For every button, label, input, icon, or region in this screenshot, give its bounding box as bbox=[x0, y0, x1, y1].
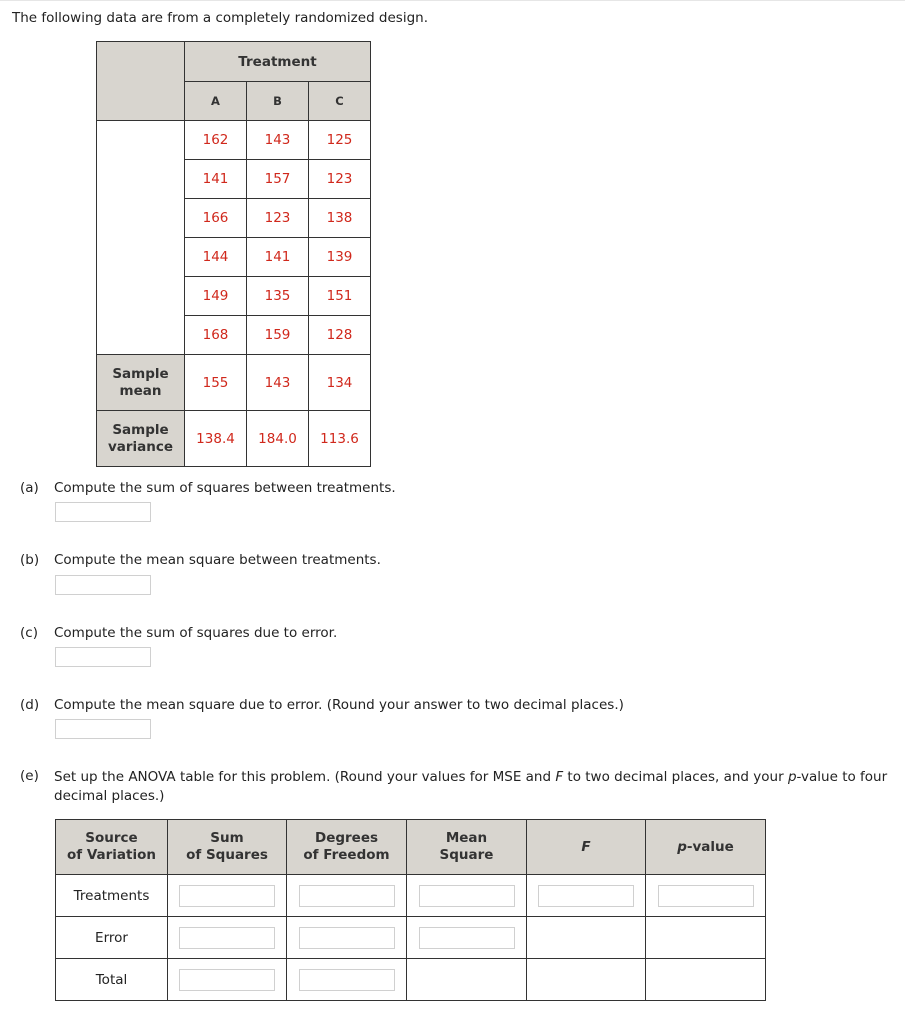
data-cell: 123 bbox=[247, 199, 309, 238]
question-a-text: Compute the sum of squares between treatments. bbox=[54, 480, 396, 496]
question-b bbox=[20, 552, 381, 568]
anova-cell bbox=[287, 959, 407, 1001]
variance-cell: 138.4 bbox=[185, 411, 247, 467]
mean-cell: 143 bbox=[247, 355, 309, 411]
anova-header-ms bbox=[407, 820, 527, 875]
mean-cell: 134 bbox=[309, 355, 371, 411]
data-cell: 168 bbox=[185, 316, 247, 355]
data-cell: 159 bbox=[247, 316, 309, 355]
data-cell: 149 bbox=[185, 277, 247, 316]
data-cell: 141 bbox=[185, 160, 247, 199]
data-cell: 135 bbox=[247, 277, 309, 316]
anova-header-source-line2: of Variation bbox=[66, 847, 157, 863]
anova-cell bbox=[407, 917, 527, 959]
anova-header-df-line2: of Freedom bbox=[303, 847, 390, 863]
anova-row-label: Error bbox=[56, 917, 168, 959]
treatments-ms-input[interactable] bbox=[419, 885, 515, 907]
anova-header-ss bbox=[168, 820, 287, 875]
question-d-text: Compute the mean square due to error. (Round your answer to two decimal places.) bbox=[54, 697, 624, 713]
anova-cell bbox=[646, 875, 766, 917]
treatments-f-input[interactable] bbox=[538, 885, 634, 907]
anova-header-source-line1: Source bbox=[85, 830, 138, 846]
data-cell: 139 bbox=[309, 238, 371, 277]
question-a bbox=[20, 480, 396, 496]
question-e-text-p: p bbox=[787, 769, 797, 785]
anova-header-ms-line1: Mean bbox=[445, 830, 488, 846]
anova-cell bbox=[287, 917, 407, 959]
anova-header-ss-line1: Sum bbox=[210, 830, 244, 846]
mean-cell: 155 bbox=[185, 355, 247, 411]
sample-mean-label-line1: Sample bbox=[112, 365, 169, 382]
question-e-text-f: F bbox=[555, 769, 564, 785]
question-b-letter: (b) bbox=[20, 552, 40, 568]
sample-variance-label bbox=[97, 411, 185, 467]
question-e-text-part2: to two decimal places, and your bbox=[563, 769, 788, 785]
question-d-letter: (d) bbox=[20, 697, 40, 713]
anova-header-df bbox=[287, 820, 407, 875]
variance-cell: 184.0 bbox=[247, 411, 309, 467]
col-header-b: B bbox=[247, 82, 309, 121]
treatments-df-input[interactable] bbox=[299, 885, 395, 907]
error-df-input[interactable] bbox=[299, 927, 395, 949]
answer-c-input[interactable] bbox=[55, 647, 151, 667]
anova-cell bbox=[168, 875, 287, 917]
data-cell: 162 bbox=[185, 121, 247, 160]
question-c bbox=[20, 625, 338, 641]
anova-cell bbox=[527, 875, 646, 917]
answer-b-input[interactable] bbox=[55, 575, 151, 595]
anova-header-source bbox=[56, 820, 168, 875]
anova-table bbox=[55, 819, 766, 1001]
question-e-text-part3: -value to four decimal places.) bbox=[54, 769, 888, 804]
intro-text: The following data are from a completely randomized design. bbox=[12, 10, 429, 26]
question-c-text: Compute the sum of squares due to error. bbox=[54, 625, 338, 641]
anova-cell-empty bbox=[527, 959, 646, 1001]
question-c-letter: (c) bbox=[20, 625, 38, 641]
top-divider bbox=[0, 0, 905, 1]
question-b-text: Compute the mean square between treatments. bbox=[54, 552, 381, 568]
treatment-header: Treatment bbox=[185, 42, 371, 82]
total-df-input[interactable] bbox=[299, 969, 395, 991]
anova-header-value-text: -value bbox=[686, 838, 734, 855]
data-cell: 141 bbox=[247, 238, 309, 277]
question-e-letter: (e) bbox=[20, 768, 39, 784]
question-d bbox=[20, 697, 624, 713]
corner-cell bbox=[97, 42, 185, 121]
sample-mean-label-line2: mean bbox=[119, 382, 162, 399]
anova-header-p-text: p bbox=[677, 838, 687, 855]
sample-variance-label-line2: variance bbox=[107, 438, 174, 455]
data-cell: 123 bbox=[309, 160, 371, 199]
answer-d-input[interactable] bbox=[55, 719, 151, 739]
anova-cell bbox=[287, 875, 407, 917]
data-cell: 144 bbox=[185, 238, 247, 277]
data-cell: 125 bbox=[309, 121, 371, 160]
treatments-ss-input[interactable] bbox=[179, 885, 275, 907]
anova-cell-empty bbox=[646, 959, 766, 1001]
question-e bbox=[20, 768, 888, 804]
data-cell: 166 bbox=[185, 199, 247, 238]
anova-row-total bbox=[56, 959, 766, 1001]
anova-header-pvalue bbox=[646, 820, 766, 875]
error-ss-input[interactable] bbox=[179, 927, 275, 949]
sample-mean-label bbox=[97, 355, 185, 411]
total-ss-input[interactable] bbox=[179, 969, 275, 991]
data-cell: 151 bbox=[309, 277, 371, 316]
anova-header-f-text: F bbox=[581, 838, 591, 855]
data-cell: 143 bbox=[247, 121, 309, 160]
question-e-text-part1: Set up the ANOVA table for this problem. (Round your values for MSE and bbox=[54, 769, 556, 785]
anova-row-label: Treatments bbox=[56, 875, 168, 917]
anova-header-ms-line2: Square bbox=[439, 847, 494, 863]
anova-cell-empty bbox=[527, 917, 646, 959]
anova-row-label: Total bbox=[56, 959, 168, 1001]
data-cell: 128 bbox=[309, 316, 371, 355]
anova-row-error bbox=[56, 917, 766, 959]
variance-cell: 113.6 bbox=[309, 411, 371, 467]
question-e-text bbox=[54, 768, 894, 806]
sample-variance-label-line1: Sample bbox=[112, 421, 169, 438]
col-header-c: C bbox=[309, 82, 371, 121]
anova-row-treatments bbox=[56, 875, 766, 917]
error-ms-input[interactable] bbox=[419, 927, 515, 949]
anova-cell-empty bbox=[646, 917, 766, 959]
anova-cell-empty bbox=[407, 959, 527, 1001]
anova-cell bbox=[168, 917, 287, 959]
blank-label-cell bbox=[97, 121, 185, 355]
data-cell: 138 bbox=[309, 199, 371, 238]
anova-cell bbox=[168, 959, 287, 1001]
anova-header-df-line1: Degrees bbox=[314, 830, 379, 846]
answer-a-input[interactable] bbox=[55, 502, 151, 522]
question-a-letter: (a) bbox=[20, 480, 39, 496]
data-cell: 157 bbox=[247, 160, 309, 199]
anova-header-ss-line2: of Squares bbox=[186, 847, 268, 863]
anova-cell bbox=[407, 875, 527, 917]
col-header-a: A bbox=[185, 82, 247, 121]
anova-header-f bbox=[527, 820, 646, 875]
data-table bbox=[96, 41, 371, 467]
treatments-pvalue-input[interactable] bbox=[658, 885, 754, 907]
